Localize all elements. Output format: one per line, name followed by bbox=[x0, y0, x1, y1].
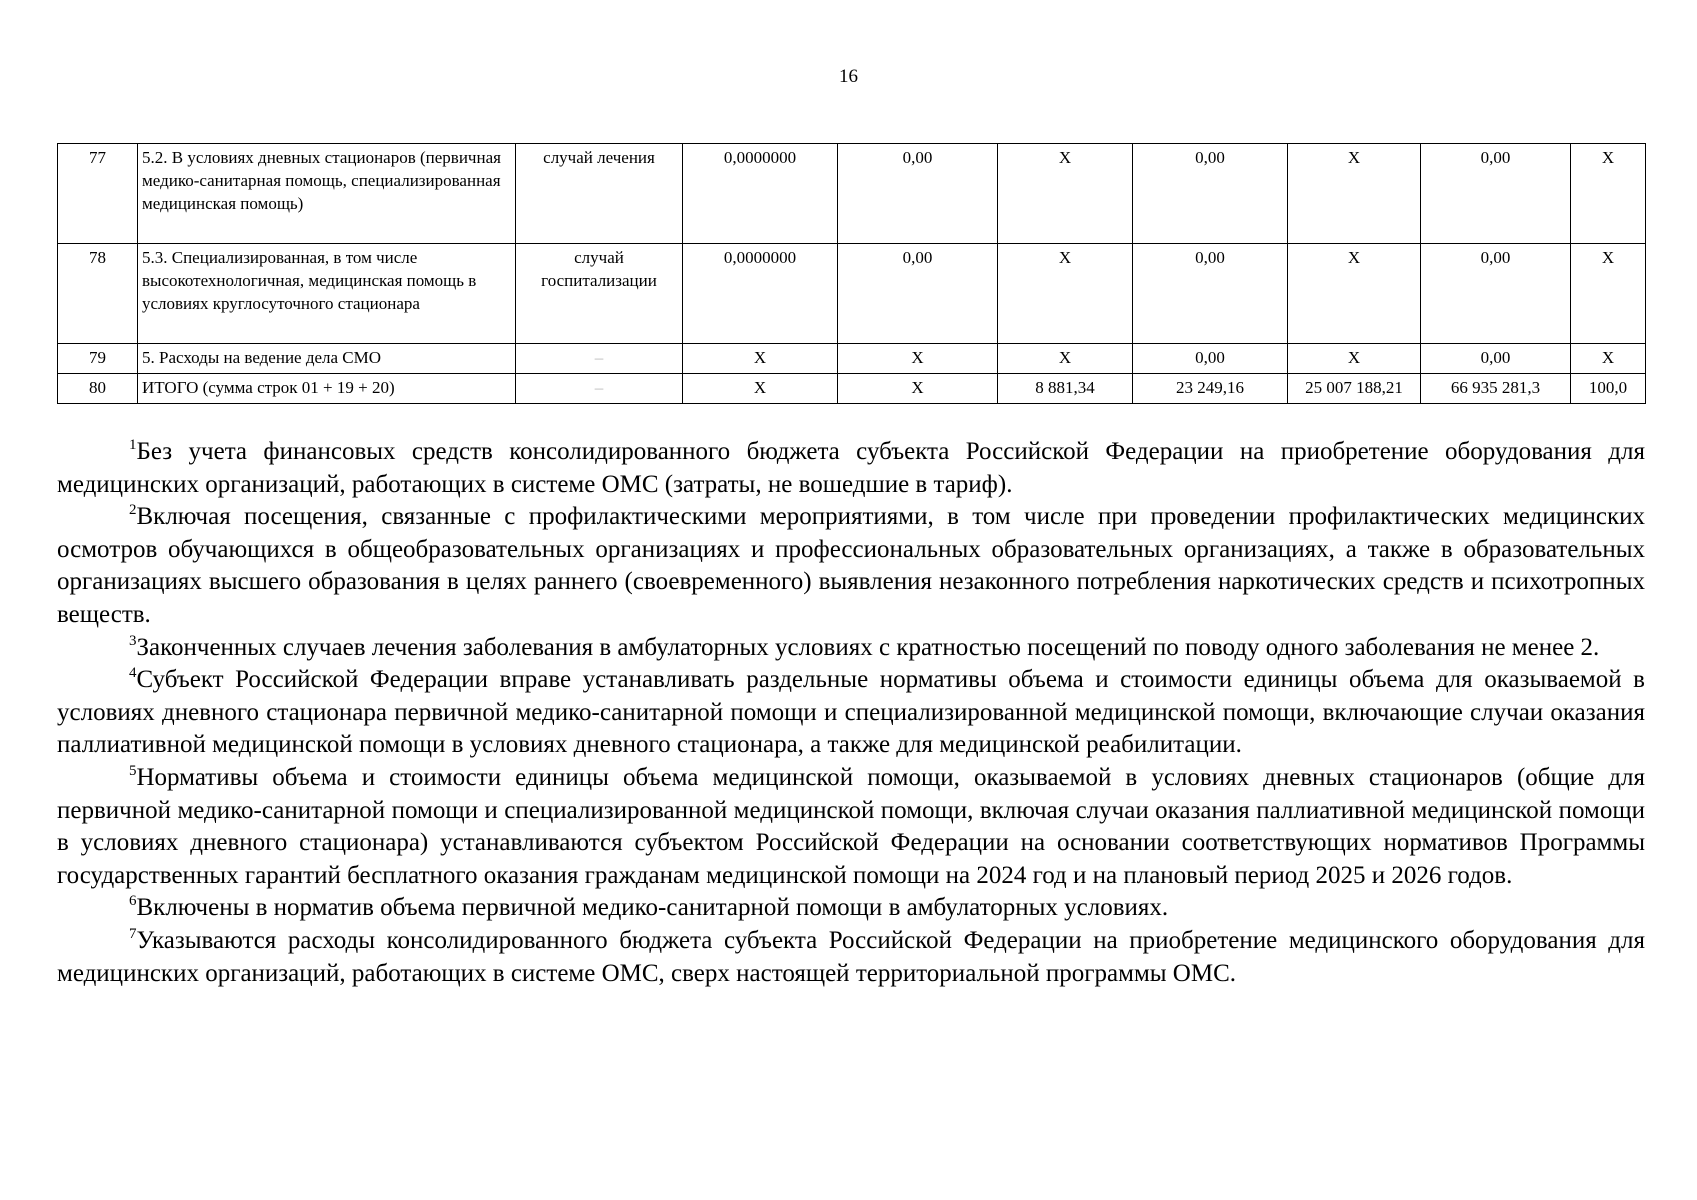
footnote-mark: 3 bbox=[129, 632, 137, 649]
row-value-4: 0,00 bbox=[1133, 344, 1288, 374]
data-table bbox=[57, 143, 1646, 404]
row-value-1: 0,0000000 bbox=[683, 144, 838, 244]
row-value-4: 23 249,16 bbox=[1133, 374, 1288, 404]
row-value-5: 25 007 188,21 bbox=[1288, 374, 1421, 404]
row-value-2: 0,00 bbox=[838, 244, 998, 344]
footnote-text: Нормативы объема и стоимости единицы объема медицинской помощи, оказываемой в условиях дневных стационаров (общие для первичной медико-санитарной помощи и специализированной медицинской помощи, включая случаи оказания паллиативной медицинской помощи в условиях дневного стационара) устанавливаются субъектом Российской Федерации на основании соответствующих нормативов Программы государственных гарантий бесплатного оказания гражданам медицинской помощи на 2024 год и на плановый период 2025 и 2026 годов. bbox=[57, 763, 1645, 889]
footnote-6 bbox=[57, 892, 1645, 925]
footnotes bbox=[57, 436, 1645, 990]
row-value-6: 0,00 bbox=[1421, 244, 1571, 344]
row-value-1: 0,0000000 bbox=[683, 244, 838, 344]
row-value-1: Х bbox=[683, 374, 838, 404]
row-value-7: Х bbox=[1571, 244, 1646, 344]
row-value-3: Х bbox=[998, 144, 1133, 244]
footnote-3 bbox=[57, 632, 1645, 665]
footnote-text: Включая посещения, связанные с профилактическими мероприятиями, в том числе при проведении профилактических медицинских осмотров обучающихся в общеобразовательных организациях и профессиональных образовательных организациях, а также в образовательных организациях высшего образования в целях раннего (своевременного) выявления незаконного потребления наркотических средств и психотропных веществ. bbox=[57, 503, 1645, 628]
row-value-7: 100,0 bbox=[1571, 374, 1646, 404]
footnote-mark: 1 bbox=[129, 437, 137, 453]
row-value-3: 8 881,34 bbox=[998, 374, 1133, 404]
footnote-text: Без учета финансовых средств консолидированного бюджета субъекта Российской Федерации на приобретение оборудования для медицинских организаций, работающих в системе ОМС (затраты, не вошедшие в тариф). bbox=[57, 438, 1645, 498]
footnote-5 bbox=[57, 762, 1645, 892]
row-value-3: Х bbox=[998, 244, 1133, 344]
row-value-4: 0,00 bbox=[1133, 244, 1288, 344]
row-value-6: 66 935 281,3 bbox=[1421, 374, 1571, 404]
footnote-text: Включены в норматив объема первичной медико-санитарной помощи в амбулаторных условиях. bbox=[136, 894, 1169, 922]
row-value-4: 0,00 bbox=[1133, 144, 1288, 244]
footnote-text: Субъект Российской Федерации вправе устанавливать раздельные нормативы объема и стоимости единицы объема для оказываемой в условиях дневного стационара первичной медико-санитарной помощи и специализированной медицинской помощи, включающие случаи оказания паллиативной медицинской помощи в условиях дневного стационара, а также для медицинской реабилитации. bbox=[57, 666, 1645, 759]
row-unit: случай лечения bbox=[516, 144, 683, 244]
table-row bbox=[58, 374, 1646, 404]
row-name: ИТОГО (сумма строк 01 + 19 + 20) bbox=[138, 374, 516, 404]
row-number: 79 bbox=[58, 344, 138, 374]
row-unit: – bbox=[516, 374, 683, 404]
footnote-mark: 7 bbox=[129, 925, 137, 942]
row-value-5: Х bbox=[1288, 344, 1421, 374]
row-value-2: Х bbox=[838, 344, 998, 374]
row-value-3: Х bbox=[998, 344, 1133, 374]
footnote-text: Законченных случаев лечения заболевания в амбулаторных условиях с кратностью посещений по поводу одного заболевания не менее 2. bbox=[136, 633, 1600, 661]
footnote-mark: 4 bbox=[129, 665, 137, 682]
footnote-1 bbox=[57, 436, 1645, 501]
row-value-2: Х bbox=[838, 374, 998, 404]
row-value-6: 0,00 bbox=[1421, 344, 1571, 374]
page-number: 16 bbox=[839, 66, 858, 87]
row-unit: случай госпитализации bbox=[516, 244, 683, 344]
row-unit: – bbox=[516, 344, 683, 374]
footnote-mark: 2 bbox=[129, 502, 137, 519]
row-number: 80 bbox=[58, 374, 138, 404]
footnote-text: Указываются расходы консолидированного бюджета субъекта Российской Федерации на приобретение медицинского оборудования для медицинских организаций, работающих в системе ОМС, сверх настоящей территориальной программы ОМС. bbox=[57, 926, 1645, 987]
row-value-7: Х bbox=[1571, 144, 1646, 244]
table-row bbox=[58, 244, 1646, 344]
row-value-5: Х bbox=[1288, 144, 1421, 244]
row-value-1: Х bbox=[683, 344, 838, 374]
row-name: 5.2. В условиях дневных стационаров (первичная медико-санитарная помощь, специализированная медицинская помощь) bbox=[138, 144, 516, 244]
footnote-mark: 5 bbox=[129, 762, 137, 779]
row-value-6: 0,00 bbox=[1421, 144, 1571, 244]
footnote-2 bbox=[57, 501, 1645, 631]
footnote-7 bbox=[57, 925, 1645, 990]
footnote-mark: 6 bbox=[129, 893, 137, 910]
row-value-7: Х bbox=[1571, 344, 1646, 374]
footnote-4 bbox=[57, 664, 1645, 762]
row-value-5: Х bbox=[1288, 244, 1421, 344]
table-row bbox=[58, 144, 1646, 244]
row-name: 5. Расходы на ведение дела СМО bbox=[138, 344, 516, 374]
row-name: 5.3. Специализированная, в том числе высокотехнологичная, медицинская помощь в условиях круглосуточного стационара bbox=[138, 244, 516, 344]
table-row bbox=[58, 344, 1646, 374]
row-value-2: 0,00 bbox=[838, 144, 998, 244]
row-number: 78 bbox=[58, 244, 138, 344]
row-number: 77 bbox=[58, 144, 138, 244]
